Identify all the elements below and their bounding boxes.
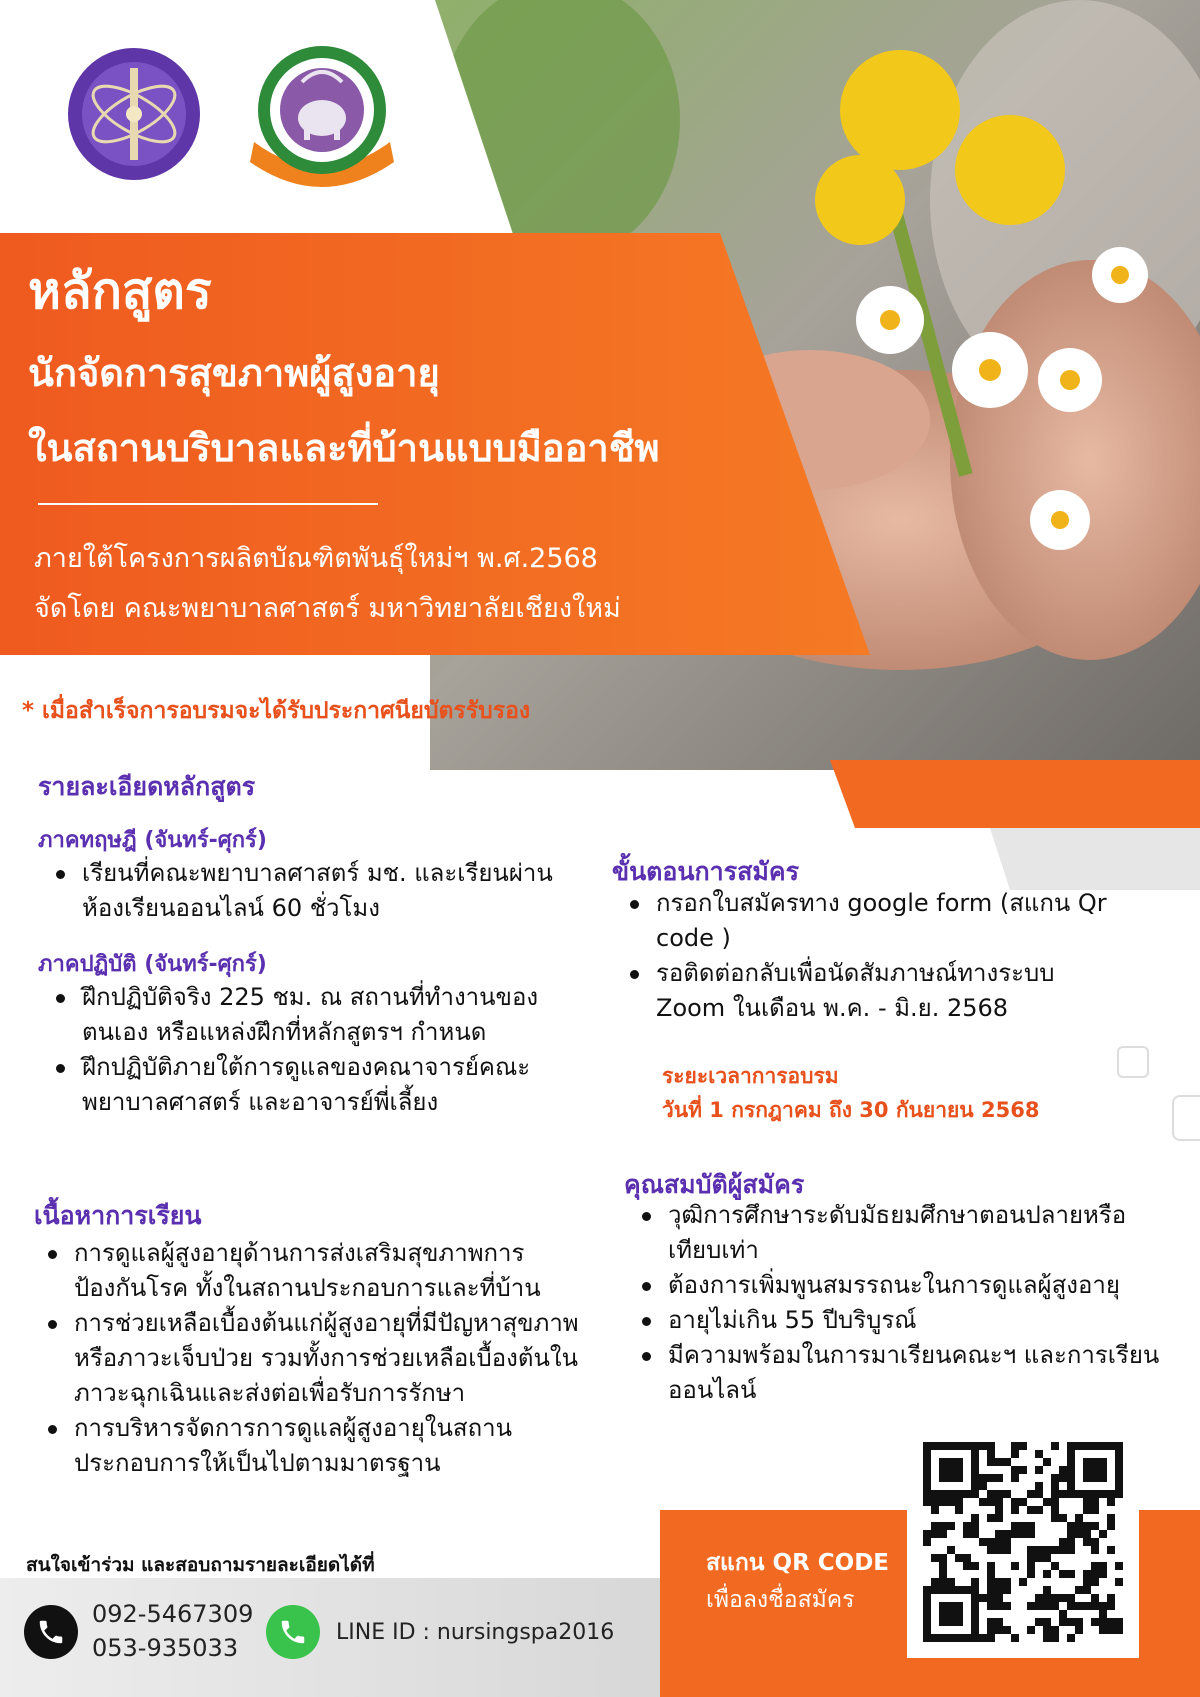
qualifications-list — [638, 1198, 1178, 1408]
phone-number-1[interactable]: 092-5467309 — [92, 1600, 254, 1628]
list-item: การช่วยเหลือเบื้องต้นแก่ผู้สูงอายุที่มีปัญหาสุขภาพ หรือภาวะเจ็บป่วย รวมทั้งการช่วยเหลือเบื้องต้นในภาวะฉุกเฉินและส่งต่อเพื่อรับการรักษา — [44, 1306, 594, 1411]
list-item: รอติดต่อกลับเพื่อนัดสัมภาษณ์ทางระบบ Zoom ในเดือน พ.ค. - มิ.ย. 2568 — [626, 956, 1116, 1026]
details-heading: รายละเอียดหลักสูตร — [38, 772, 256, 801]
mhesi-logo — [66, 46, 202, 182]
list-item: ต้องการเพิ่มพูนสมรรถนะในการดูแลผู้สูงอายุ — [638, 1268, 1178, 1303]
decorative-box — [1117, 1046, 1149, 1078]
qualifications-heading: คุณสมบัติผู้สมัคร — [624, 1170, 805, 1199]
content-heading: เนื้อหาการเรียน — [34, 1201, 202, 1230]
phone-number-2[interactable]: 053-935033 — [92, 1634, 239, 1662]
content-list — [44, 1236, 594, 1481]
list-item: ฝึกปฏิบัติจริง 225 ชม. ณ สถานที่ทำงานของตนเอง หรือแหล่งฝึกที่หลักสูตรฯ กำหนด — [52, 980, 572, 1050]
decorative-stripes — [830, 760, 1200, 890]
course-title: หลักสูตร — [28, 262, 212, 320]
list-item: อายุไม่เกิน 55 ปีบริบูรณ์ — [638, 1303, 1178, 1338]
list-item: มีความพร้อมในการมาเรียนคณะฯ และการเรียนออนไลน์ — [638, 1338, 1178, 1408]
qr-caption-2: เพื่อลงชื่อสมัคร — [706, 1587, 855, 1613]
training-dates: วันที่ 1 กรกฎาคม ถึง 30 กันยายน 2568 — [662, 1098, 1040, 1122]
decorative-box — [1172, 1095, 1200, 1141]
cmu-nursing-logo — [244, 42, 400, 192]
course-subtitle-2: ในสถานบริบาลและที่บ้านแบบมืออาชีพ — [28, 426, 660, 470]
project-line: ภายใต้โครงการผลิตบัณฑิตพันธุ์ใหม่ฯ พ.ศ.2568 — [34, 543, 598, 574]
theory-list — [52, 856, 572, 926]
list-item: กรอกใบสมัครทาง google form (สแกน Qr code ) — [626, 886, 1116, 956]
apply-heading: ขั้นตอนการสมัคร — [612, 857, 800, 886]
line-app-icon — [266, 1605, 320, 1659]
practice-list — [52, 980, 572, 1120]
registration-qr-code[interactable] — [907, 1426, 1139, 1658]
list-item: การบริหารจัดการการดูแลผู้สูงอายุในสถานประกอบการให้เป็นไปตามมาตรฐาน — [44, 1411, 594, 1481]
organizer-line: จัดโดย คณะพยาบาลศาสตร์ มหาวิทยาลัยเชียงใหม่ — [34, 593, 621, 624]
header-divider — [38, 503, 378, 505]
phone-icon — [24, 1605, 78, 1659]
list-item: เรียนที่คณะพยาบาลศาสตร์ มช. และเรียนผ่านห้องเรียนออนไลน์ 60 ชั่วโมง — [52, 856, 572, 926]
list-item: การดูแลผู้สูงอายุด้านการส่งเสริมสุขภาพการป้องกันโรค ทั้งในสถานประกอบการและที่บ้าน — [44, 1236, 594, 1306]
contact-heading: สนใจเข้าร่วม และสอบถามรายละเอียดได้ที่ — [26, 1554, 375, 1576]
apply-list — [626, 886, 1116, 1026]
list-item: ฝึกปฏิบัติภายใต้การดูแลของคณาจารย์คณะพยาบาลศาสตร์ และอาจารย์พี่เลี้ยง — [52, 1050, 572, 1120]
qr-caption-1: สแกน QR CODE — [706, 1550, 890, 1576]
training-heading: ระยะเวลาการอบรม — [662, 1064, 839, 1088]
course-subtitle-1: นักจัดการสุขภาพผู้สูงอายุ — [28, 351, 440, 395]
certificate-note: * เมื่อสำเร็จการอบรมจะได้รับประกาศนียบัตรรับรอง — [22, 698, 531, 724]
line-id[interactable]: LINE ID : nursingspa2016 — [336, 1620, 615, 1645]
practice-heading: ภาคปฏิบัติ (จันทร์-ศุกร์) — [38, 952, 267, 977]
list-item: วุฒิการศึกษาระดับมัธยมศึกษาตอนปลายหรือเทียบเท่า — [638, 1198, 1178, 1268]
theory-heading: ภาคทฤษฎี (จันทร์-ศุกร์) — [38, 828, 267, 853]
